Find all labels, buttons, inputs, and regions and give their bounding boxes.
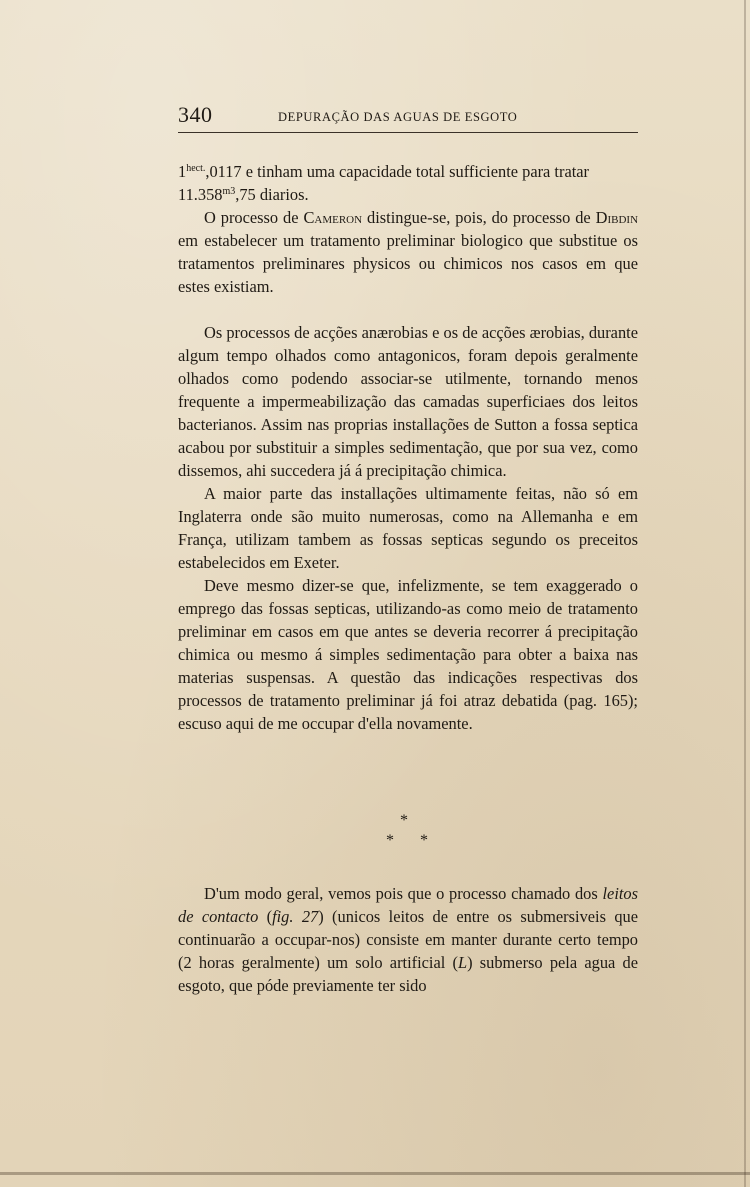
paragraph-septic-tanks: Deve mesmo dizer-se que, infelizmente, se tem exaggerado o emprego das fossas septicas, utilizando-as como meio de tratamento preliminar em casos em que antes se deveria recorrer á precipitação chimica ou mesmo á simples sedimentação para obter a baixa nas materias suspensas. A questão das indicações respectivas dos processos de tratamento preliminar já foi atraz debatida (pag. 165); escuso aqui de me occupar d'ella novamente.	[178, 576, 638, 733]
text-fragment: 11.358	[178, 185, 223, 204]
paragraph-contact-beds	[178, 882, 638, 997]
figure-reference: fig. 27	[272, 907, 319, 926]
paragraph-cameron	[178, 206, 638, 298]
italic-letter: L	[457, 953, 468, 972]
text-fragment: (	[258, 907, 273, 926]
separator-star: *	[400, 812, 408, 829]
author-name: Cameron	[303, 208, 363, 227]
separator-star: *	[386, 832, 394, 849]
text-block-middle	[178, 321, 638, 735]
running-title: DEPURAÇÃO DAS AGUAS DE ESGOTO	[278, 110, 518, 124]
italic-term: leitos de contacto	[178, 884, 638, 926]
paragraph-installations: A maior parte das installações ultimamente feitas, não só em Inglaterra onde são muito numerosas, como na Allemanha e em França, utilizam tambem as fossas septicas segundo os preceitos estabelecidos em Exeter.	[178, 484, 638, 572]
text-fragment: ,0117 e tinham uma capacidade total sufficiente para tratar	[205, 162, 590, 181]
paragraph-continuation	[178, 160, 638, 206]
text-fragment: em estabelecer um tratamento preliminar biologico que substitue os tratamentos preliminares physicos ou chimicos nos casos em que estes existiam.	[178, 231, 638, 296]
superscript-unit: hect.	[186, 163, 206, 174]
page-number: 340	[178, 102, 213, 127]
text-block-top	[178, 160, 638, 298]
separator-star: *	[420, 832, 428, 849]
text-fragment: 1	[178, 162, 187, 181]
superscript-unit: m3	[222, 186, 236, 197]
text-fragment: D'um modo geral, vemos pois que o processo chamado dos	[204, 884, 603, 903]
page-header	[178, 102, 638, 133]
text-fragment: distingue-se, pois, do processo de	[362, 208, 596, 227]
text-fragment: ) submerso pela agua de esgoto, que póde previamente ter sido	[178, 953, 638, 995]
author-name: Dibdin	[595, 208, 639, 227]
text-fragment: ) (unicos leitos de entre os submersiveis que continuarão a occupar-nos) consiste em manter durante certo tempo (2 horas geralmente) um solo artificial (	[178, 907, 638, 972]
paragraph-processes: Os processos de acções anærobias e os de acções ærobias, durante algum tempo olhados como antagonicos, foram depois geralmente olhados como podendo associar-se utilmente, tornando menos frequente a impermeabilização das camadas superficiaes dos leitos bacterianos. Assim nas proprias installações de Sutton a fossa septica acabou por substituir a simples sedimentação, que por sua vez, como dissemos, ahi succedera já á precipitação chimica.	[178, 323, 638, 480]
text-fragment: O processo de	[204, 208, 304, 227]
section-separator	[380, 812, 440, 856]
text-fragment: ,75 diarios.	[235, 185, 309, 204]
text-block-bottom	[178, 882, 638, 997]
